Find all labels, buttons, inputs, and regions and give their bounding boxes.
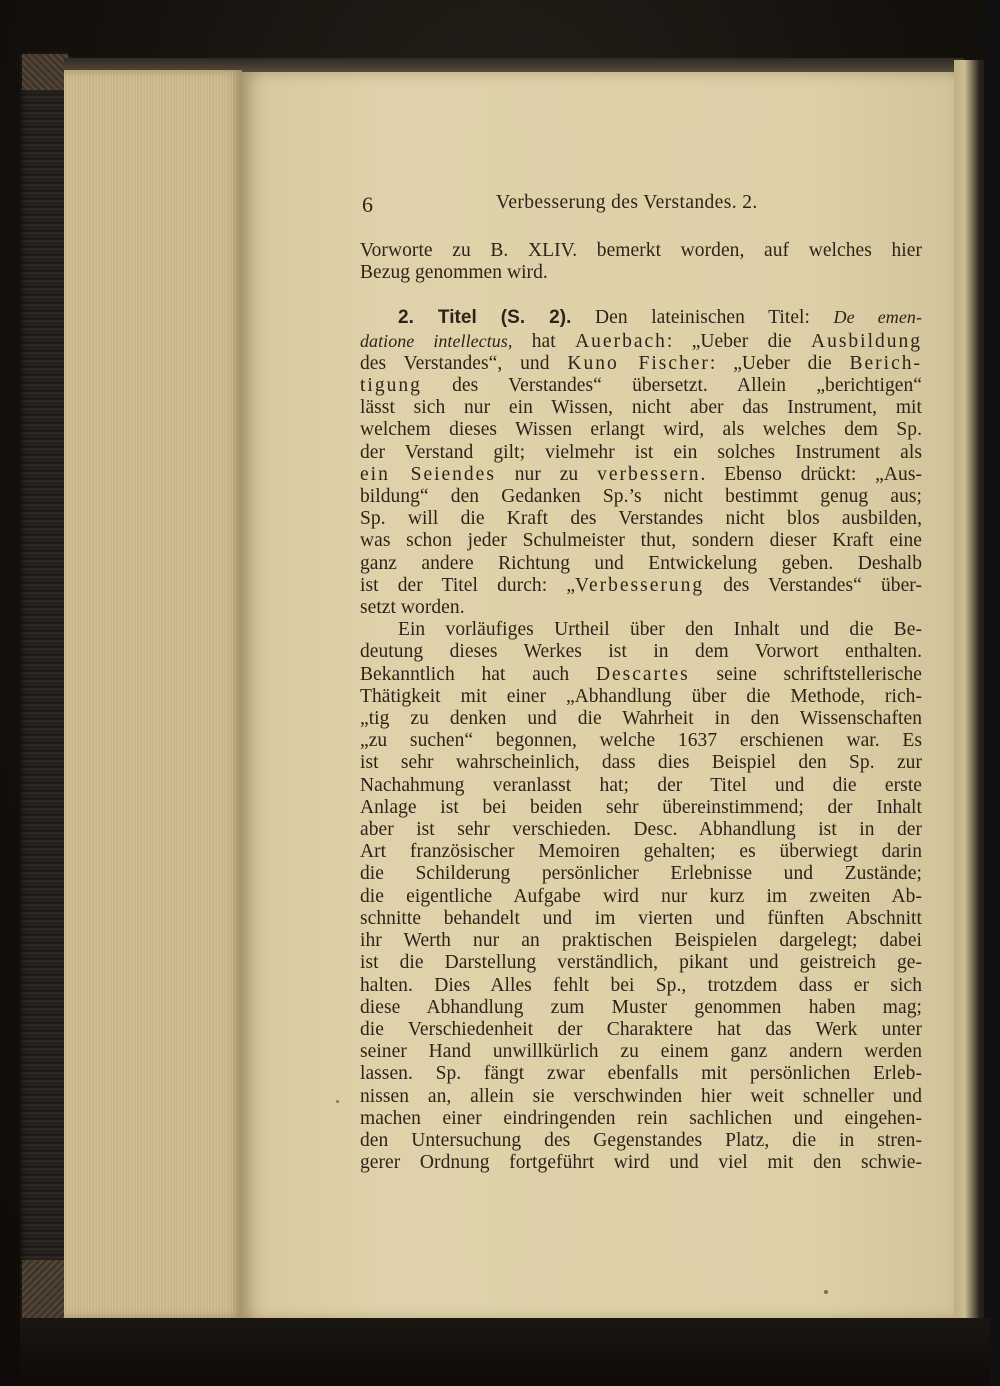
text-line [360, 664, 922, 686]
emphasis: Berich- [849, 352, 922, 374]
latin-title: datione intellectus, [360, 330, 513, 351]
running-head: Verbesserung des Verstandes. 2. [496, 192, 758, 213]
text-line: diese Abhandlung zum Muster genommen haben mag; [360, 996, 922, 1018]
text-line: bildung“ den Gedanken Sp.’s nicht bestimmt genug aus; [360, 486, 922, 508]
section-heading: 2. Titel (S. 2). [398, 307, 572, 329]
text-span: hat [512, 330, 576, 352]
text-line [360, 464, 922, 486]
text-line: gerer Ordnung fortgeführt wird und viel mit den schwie- [360, 1152, 922, 1174]
page-stack-edges [64, 70, 242, 1318]
text-line: welchem dieses Wissen erlangt wird, als welches dem Sp. [360, 419, 922, 441]
text-line: Art französischer Memoiren gehalten; es überwiegt darin [360, 841, 922, 863]
text-line: halten. Dies Alles fehlt bei Sp., trotzdem dass er sich [360, 974, 922, 996]
text-line: Nachahmung veranlasst hat; der Titel und die erste [360, 774, 922, 796]
page-number: 6 [362, 192, 374, 217]
emphasis: ein Seiendes [360, 463, 496, 485]
emphasis: Verbesserung [575, 574, 705, 596]
text-span: des Verstandes“, und [360, 352, 568, 374]
text-line [360, 330, 922, 353]
text-span: Den lateinischen Titel: [595, 307, 834, 329]
section-titel [360, 306, 922, 619]
text-line: der Verstand gilt; vielmehr ist ein solches Instrument als [360, 441, 922, 463]
text-span: nur zu [495, 463, 598, 485]
text-line: setzt worden. [360, 597, 465, 619]
text-span: Bekanntlich hat auch [360, 663, 596, 685]
page-header [360, 188, 922, 228]
text-line: ist die Darstellung verständlich, pikant und geistreich ge- [360, 952, 922, 974]
text-span: seine schriftstellerische [689, 663, 922, 685]
text-line: ganz andere Richtung und Entwickelung geben. Deshalb [360, 552, 922, 574]
text-line: die eigentliche Aufgabe wird nur kurz im zweiten Ab- [360, 885, 922, 907]
text-line: schnitte behandelt und im vierten und fünften Abschnitt [360, 907, 922, 929]
text-line: die Verschiedenheit der Charaktere hat das Werk unter [360, 1018, 922, 1040]
text-span: : „Ueber die [709, 352, 850, 374]
emphasis: tigung [360, 375, 422, 397]
text-line: den Untersuchung des Gegenstandes Platz, die in stren- [360, 1129, 922, 1151]
text-span: des Verstandes“ übersetzt. Allein „berichtigen“ [421, 375, 922, 397]
intro-paragraph [360, 240, 922, 284]
text-line: Sp. will die Kraft des Verstandes nicht blos ausbilden, [360, 508, 922, 530]
author-name: Kuno Fischer [567, 352, 710, 374]
text-line: „zu suchen“ begonnen, welche 1637 erschienen war. Es [360, 730, 922, 752]
text-line [360, 306, 922, 329]
text-line [360, 375, 922, 397]
text-line: Thätigkeit mit einer „Abhandlung über die Methode, rich- [360, 685, 922, 707]
cover-corner-top [22, 54, 68, 90]
author-name: Auerbach [575, 330, 667, 352]
background-right [984, 0, 1000, 1386]
paper-speck [336, 1100, 339, 1103]
emphasis: verbessern [597, 463, 701, 485]
text-span: ist der Titel durch: „ [360, 574, 576, 596]
text-line: aber ist sehr verschieden. Desc. Abhandlung ist in der [360, 819, 922, 841]
text-line: Anlage ist bei beiden sehr übereinstimmend; der Inhalt [360, 796, 922, 818]
text-line: lassen. Sp. fängt zwar ebenfalls mit persönlichen Erleb- [360, 1063, 922, 1085]
latin-title: De emen- [833, 307, 922, 328]
text-span: . Ebenso drückt: „Aus- [700, 463, 922, 485]
text-line: „tig zu denken und die Wahrheit in den Wissenschaften [360, 708, 922, 730]
text-span: : „Ueber die [666, 330, 811, 352]
text-line: die Schilderung persönlicher Erlebnisse und Zustände; [360, 863, 922, 885]
text-line: seiner Hand unwillkürlich zu einem ganz andern werden [360, 1041, 922, 1063]
text-line: ihr Werth nur an praktischen Beispielen dargelegt; dabei [360, 930, 922, 952]
emphasis: Ausbildung [811, 330, 923, 352]
text-line: machen einer eindringenden rein sachlichen und eingehen- [360, 1107, 922, 1129]
author-name: Descartes [595, 663, 690, 685]
paragraph-urtheil [360, 619, 922, 1174]
cover-corner-bottom [22, 1260, 68, 1320]
text-span: des Verstandes“ über- [704, 574, 922, 596]
text-line: Bezug genommen wird. [360, 262, 548, 284]
paper-speck [824, 1290, 828, 1294]
text-line: deutung dieses Werkes ist in dem Vorwort enthalten. [360, 641, 922, 663]
text-line: Ein vorläufiges Urtheil über den Inhalt und die Be- [398, 619, 922, 641]
text-line [360, 575, 922, 597]
text-line [360, 353, 922, 375]
text-line: lässt sich nur ein Wissen, nicht aber das Instrument, mit [360, 397, 922, 419]
text-line: nissen an, allein sie verschwinden hier weit schneller und [360, 1085, 922, 1107]
background-bottom [20, 1318, 990, 1386]
text-line: was schon jeder Schulmeister thut, sondern dieser Kraft eine [360, 530, 922, 552]
text-line: Vorworte zu B. XLIV. bemerkt worden, auf welches hier [360, 240, 922, 261]
text-line: ist sehr wahrscheinlich, dass dies Beispiel den Sp. zur [360, 752, 922, 774]
page-text [360, 188, 922, 1174]
